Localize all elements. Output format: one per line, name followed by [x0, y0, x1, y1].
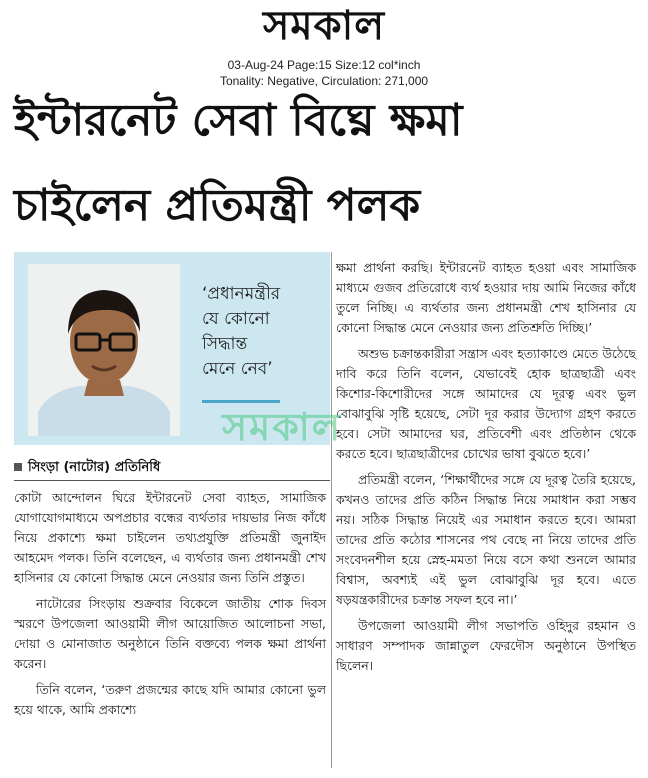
body-paragraph: তিনি বলেন, ‘তরুণ প্রজন্মের কাছে যদি আমার কোনো ভুল হয়ে থাকে, আমি প্রকাশ্যে — [14, 682, 326, 717]
body-paragraph: নাটোরের সিংড়ায় শুক্রবার বিকেলে জাতীয় শোক দিবস স্মরণে উপজেলা আওয়ামী লীগ আয়োজিত আলোচনা সভা, দোয়া ও মোনাজাত অনুষ্ঠানে তিনি বক্তব্যে পলক ক্ষমা প্রার্থনা করেন। — [14, 596, 326, 671]
portrait-illustration — [28, 264, 180, 436]
body-paragraph: অশুভ চক্রান্তকারীরা সন্ত্রাস এবং হত্যাকাণ্ডে মেতে উঠেছে দাবি করে তিনি বলেন, যেভাবেই হোক ছাত্রছাত্রী এবং কিশোর-কিশোরীদের সঙ্গে আমাদের যে দূরত্ব এবং ভুল বোঝাবুঝি সৃষ্টি হয়েছে, সেটা দূর করার উদ্যোগ গ্রহণ করতে হবে। সেটা আমাদের ঘর, প্রতিবেশী এবং প্রতিষ্ঠান থেকে করতে হবে। ছাত্রছাত্রীদের চোখের ভাষা বুঝতে হবে।’ — [336, 346, 636, 461]
body-paragraph: ক্ষমা প্রার্থনা করছি। ইন্টারনেট ব্যাহত হওয়া এবং সামাজিক মাধ্যমে গুজব প্রতিরোধে ব্যর্থ হওয়ার দায় আমি নিজের কাঁধে তুলে নিচ্ছি। এ ব্যর্থতার জন্য প্রধানমন্ত্রী শেখ হাসিনার যে কোনো সিদ্ধান্ত মেনে নেওয়ার জন্য প্রতিশ্রুতি দিচ্ছি।’ — [336, 260, 636, 335]
body-paragraph: প্রতিমন্ত্রী বলেন, ‘শিক্ষার্থীদের সঙ্গে যে দূরত্ব তৈরি হয়েছে, কখনও তাদের প্রতি কঠিন সিদ্ধান্ত নিয়ে সমাধান করা সম্ভব নয়। সঠিক সিদ্ধান্ত নিয়েই এর সমাধান করতে হবে। আমরা তাদের প্রতি কঠোর শাসনের পথ বেছে না নিয়ে তাদের প্রতি সংবেদনশীল হয়ে স্নেহ-মমতা নিয়ে বসে কথা শুনলে আমার বিশ্বাস, অবশ্যই এই ভুল বোঝাবুঝি দূর হবে। এতে ষড়যন্ত্রকারীদের চক্রান্ত সফল হবে না।’ — [336, 472, 636, 607]
clipping-meta-line-2: Tonality: Negative, Circulation: 271,000 — [219, 74, 429, 88]
pull-quote-line-2: যে কোনো — [202, 309, 270, 329]
byline-square-icon — [14, 463, 22, 471]
column-divider — [331, 252, 332, 768]
masthead-watermark: সমকাল — [222, 405, 343, 449]
headline-line-1: ইন্টারনেট সেবা বিঘ্নে ক্ষমা — [14, 95, 463, 146]
body-paragraph: উপজেলা আওয়ামী লীগ সভাপতি ওহিদুর রহমান ও সাধারণ সম্পাদক জান্নাতুল ফেরদৌস অনুষ্ঠানে উপস্থিত ছিলেন। — [336, 618, 636, 673]
clipping-meta-line-1: 03-Aug-24 Page:15 Size:12 col*inch — [227, 58, 421, 72]
body-column-right — [336, 258, 636, 682]
newspaper-masthead: সমকাল — [262, 3, 386, 49]
body-paragraph: কোটা আন্দোলন ঘিরে ইন্টারনেট সেবা ব্যাহত, সামাজিক যোগাযোগমাধ্যমে অপপ্রচার বন্ধের ব্যর্থতার দায়ভার নিজ কাঁধে নিয়ে প্রকাশ্যে ক্ষমা চাইলেন তথ্যপ্রযুক্তি প্রতিমন্ত্রী জুনাইদ আহমেদ পলক। তিনি বলেছেন, এ ব্যর্থতার জন্য প্রধানমন্ত্রী শেখ হাসিনার যে কোনো সিদ্ধান্ত মেনে নেওয়ার জন্য তিনি প্রস্তুত। — [14, 490, 326, 585]
portrait-photo — [28, 264, 180, 436]
pull-quote-line-4: মেনে নেব’ — [202, 359, 273, 379]
pull-quote-line-3: সিদ্ধান্ত — [202, 334, 248, 354]
pull-quote — [202, 282, 320, 382]
body-column-left — [14, 488, 326, 726]
byline-text: সিংড়া (নাটোর) প্রতিনিধি — [28, 460, 161, 475]
pull-quote-line-1: ‘প্রধানমন্ত্রীর — [202, 284, 281, 304]
headline-line-2: চাইলেন প্রতিমন্ত্রী পলক — [14, 180, 421, 231]
byline-divider — [14, 480, 330, 481]
